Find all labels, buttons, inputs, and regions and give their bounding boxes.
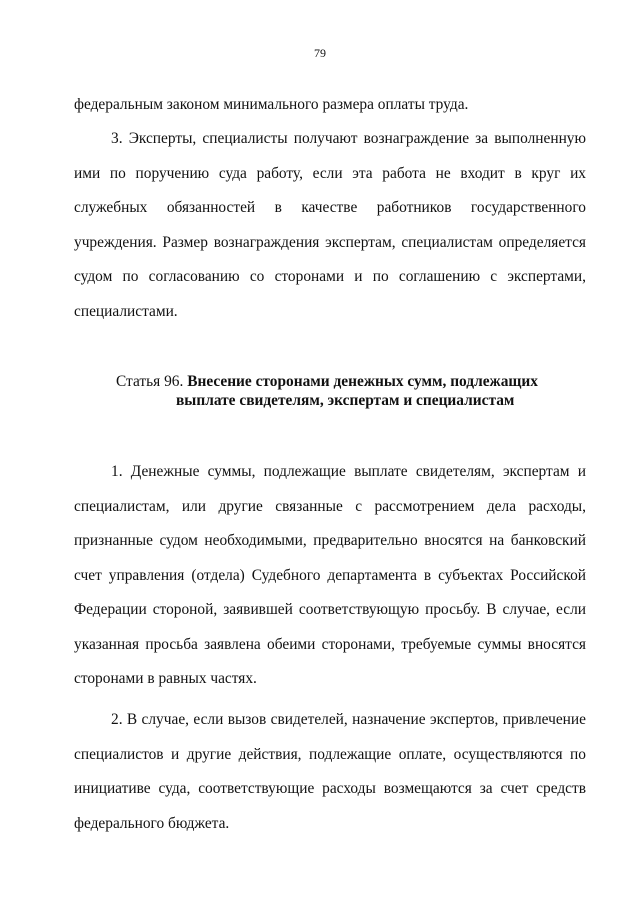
page-number: 79 [314, 46, 326, 60]
article-heading [116, 372, 586, 410]
article-paragraph-1: 1. Денежные суммы, подлежащие выплате свидетелям, экспертам и специалистам, или другие связанные с рассмотрением дела расходы, признанные судом необходимыми, предварительно вносятся на банковский счет управления (отдела) Судебного департамента в субъектах Российской Федерации стороной, заявившей соответствующую просьбу. В случае, если указанная просьба заявлена обеими сторонами, требуемые суммы вносятся сторонами в равных частях. [74, 463, 586, 687]
article-title-line-1: Внесение сторонами денежных сумм, подлежащих [187, 373, 538, 390]
article-paragraph-2: 2. В случае, если вызов свидетелей, назначение экспертов, привлечение специалистов и другие действия, подлежащие оплате, осуществляются по инициативе суда, соответствующие расходы возмещаются за счет средств федерального бюджета. [74, 711, 586, 832]
paragraph-continuation: федеральным законом минимального размера оплаты труда. [74, 96, 469, 113]
article-title-line-2: выплате свидетелям, экспертам и специалистам [176, 392, 515, 409]
paragraph-3: 3. Эксперты, специалисты получают вознаграждение за выполненную ими по поручению суда работу, если эта работа не входит в круг их служебных обязанностей в качестве работников государственного учреждения. Размер вознаграждения экспертам, специалистам определяется судом по согласованию со сторонами и по соглашению с экспертами, специалистами. [74, 130, 586, 320]
article-label: Статья 96. [116, 373, 184, 390]
